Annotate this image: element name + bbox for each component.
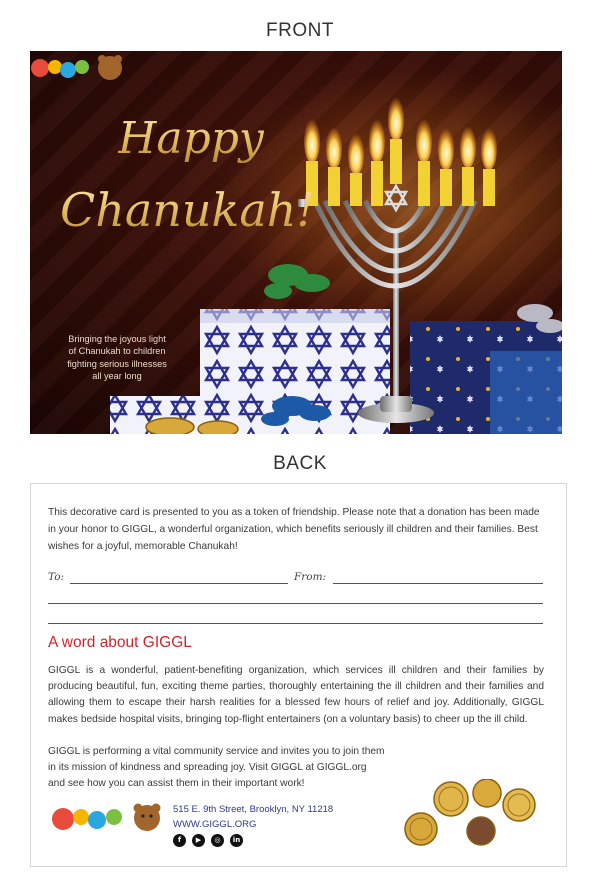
blank-line[interactable] [48, 623, 543, 624]
to-from-row [48, 571, 543, 585]
linkedin-icon[interactable]: in [230, 834, 243, 847]
giggl-logo-back [51, 799, 163, 837]
greeting-happy: Happy [118, 113, 264, 164]
tagline-line: fighting serious illnesses [67, 358, 167, 369]
invite-line: GIGGL is performing a vital community service and invites you to join them [48, 746, 385, 757]
blank-line[interactable] [48, 603, 543, 604]
gold-coins-image [401, 779, 551, 849]
tagline-line: of Chanukah to children [68, 346, 166, 357]
invite-line: and see how you can assist them in their important work! [48, 778, 305, 790]
front-tagline [42, 333, 192, 383]
from-label: From: [294, 571, 327, 583]
tagline-line: all year long [92, 371, 142, 382]
to-line[interactable] [70, 583, 288, 584]
contact-block [173, 802, 333, 832]
giggl-logo [30, 51, 122, 85]
front-label: FRONT [266, 20, 334, 41]
website-link[interactable]: WWW.GIGGL.ORG [173, 819, 257, 830]
invite-paragraph [48, 744, 448, 793]
back-label: BACK [273, 453, 327, 474]
youtube-icon[interactable]: ▶ [192, 834, 205, 847]
invite-line: in its mission of kindness and spreading joy. Visit GIGGL at GIGGL.org [48, 762, 367, 774]
tagline-line: Bringing the joyous light [68, 334, 166, 344]
instagram-icon[interactable]: ◎ [211, 834, 224, 847]
to-label: To: [48, 571, 65, 583]
from-line[interactable] [333, 583, 543, 584]
about-paragraph: GIGGL is a wonderful, patient-benefiting organization, which services ill children and their families by producing beautiful, fun, exciting theme parties, thoroughly entertaining the ill children and their families and allowing them to escape their harsh realities for a blessed few hours of relief and joy. Additionally, GIGGL makes bedside hospital visits, bringing top-flight entertainers (on a voluntary basis) to cheer up the ill child. [48, 665, 544, 725]
greeting-chanukah: Chanukah! [60, 183, 315, 237]
social-icons [173, 834, 243, 847]
back-card [30, 483, 567, 867]
about-title: A word about GIGGL [48, 634, 192, 651]
intro-text: This decorative card is presented to you as a token of friendship. Please note that a donation has been made in your honor to GIGGL, a wonderful organization, which benefits seriously ill children and their families. Best wishes for a joyful, memorable Chanukah! [48, 507, 540, 552]
address: 515 E. 9th Street, Brooklyn, NY 11218 [173, 804, 334, 815]
facebook-icon[interactable]: f [173, 834, 186, 847]
front-card [30, 51, 562, 434]
